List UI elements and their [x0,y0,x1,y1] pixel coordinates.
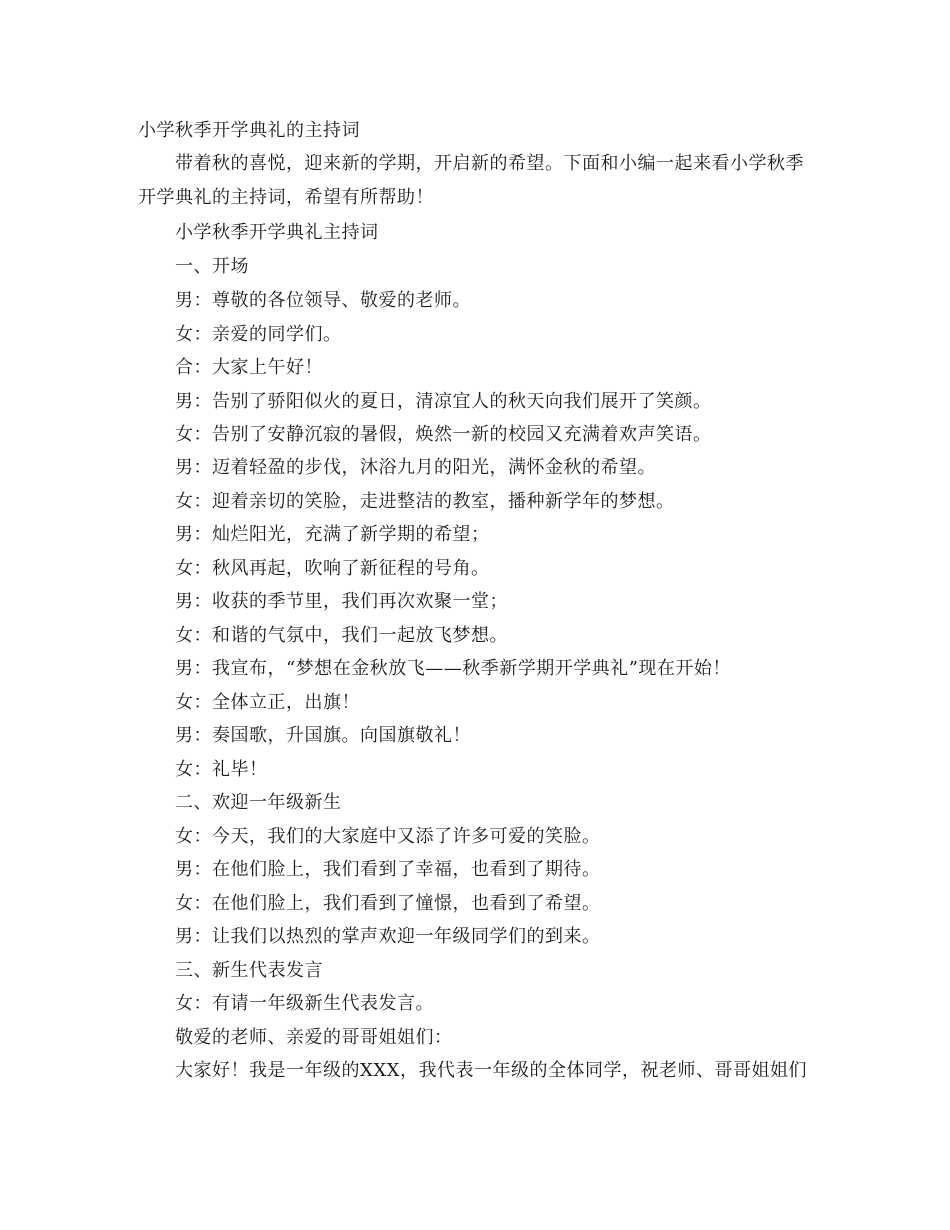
script-line: 男：在他们脸上，我们看到了幸福，也看到了期待。 [175,859,601,880]
speech-line: 大家好！我是一年级的XXX，我代表一年级的全体同学，祝老师、哥哥姐姐们 [175,1060,807,1081]
document-title: 小学秋季开学典礼的主持词 [138,120,360,141]
script-line: 男：告别了骄阳似火的夏日，清凉宜人的秋天向我们展开了笑颜。 [175,391,712,412]
script-line: 男：迈着轻盈的步伐，沐浴九月的阳光，满怀金秋的希望。 [175,457,656,478]
script-line: 女：全体立正，出旗！ [175,692,360,713]
script-line: 男：奏国歌，升国旗。向国旗敬礼！ [175,725,471,746]
intro-paragraph-line-2: 开学典礼的主持词，希望有所帮助！ [138,187,434,208]
section-heading-opening: 一、开场 [175,256,249,277]
speech-salutation: 敬爱的老师、亲爱的哥哥姐姐们： [175,1027,453,1048]
script-line: 男：我宣布，“梦想在金秋放飞——秋季新学期开学典礼”现在开始！ [175,658,731,679]
script-line: 女：礼毕！ [175,759,268,780]
script-line: 合：大家上午好！ [175,357,323,378]
script-line: 男：尊敬的各位领导、敬爱的老师。 [175,290,471,311]
script-line: 女：在他们脸上，我们看到了憧憬，也看到了希望。 [175,893,601,914]
script-line: 男：收获的季节里，我们再次欢聚一堂； [175,591,508,612]
script-line: 女：和谐的气氛中，我们一起放飞梦想。 [175,625,508,646]
section-heading-welcome: 二、欢迎一年级新生 [175,792,342,813]
script-line: 女：告别了安静沉寂的暑假，焕然一新的校园又充满着欢声笑语。 [175,424,712,445]
section-heading-new-student-speech: 三、新生代表发言 [175,960,323,981]
script-line: 女：今天，我们的大家庭中又添了许多可爱的笑脸。 [175,826,601,847]
intro-paragraph-line-1: 带着秋的喜悦，迎来新的学期，开启新的希望。下面和小编一起来看小学秋季 [175,153,804,174]
script-subtitle: 小学秋季开学典礼主持词 [175,222,379,243]
script-line: 男：让我们以热烈的掌声欢迎一年级同学们的到来。 [175,926,601,947]
script-line: 女：亲爱的同学们。 [175,324,342,345]
script-line: 女：迎着亲切的笑脸，走进整洁的教室，播种新学年的梦想。 [175,491,675,512]
script-line: 女：秋风再起，吹响了新征程的号角。 [175,558,490,579]
script-line: 女：有请一年级新生代表发言。 [175,993,434,1014]
script-line: 男：灿烂阳光，充满了新学期的希望； [175,524,490,545]
